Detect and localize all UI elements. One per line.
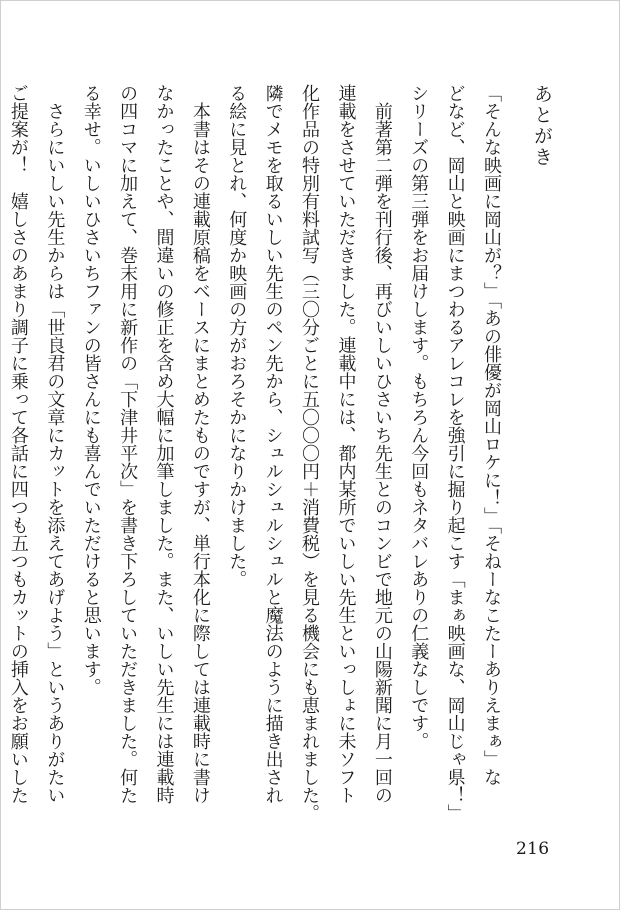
text-line: る幸せ。いしいひさいちファンの皆さんにも喜んでいただけると思います。 xyxy=(80,84,102,696)
text-line: なかったことや、間違いの修正を含め大幅に加筆しました。また、いしい先生には連載時 xyxy=(153,84,175,804)
text-line: の四コマに加えて、巻末用に新作の「下津井平次」を書き下ろしていただきました。何た xyxy=(117,84,139,804)
text-line: 連載をさせていただきました。連載中には、都内某所でいしい先生といっしょに未ソフト xyxy=(335,84,357,804)
text-line: 前著第二弾を刊行後、再びいしいひさいち先生とのコンビで地元の山陽新聞に月一回の xyxy=(371,84,393,804)
text-line: どなど、岡山と映画にまつわるアレコレを強引に掘り起こす「まぁ映画な、岡山じゃ県！」 xyxy=(444,84,466,822)
page-number: 216 xyxy=(516,839,550,859)
text-line: シリーズの第三弾をお届けします。もちろん今回もネタバレありの仁義なしです。 xyxy=(408,84,430,750)
text-line: 「そんな映画に岡山が？」「あの俳優が岡山ロケに！」「そねーなこたーありえまぁ」な xyxy=(481,84,502,786)
afterword-heading: あとがき xyxy=(531,84,553,168)
body-text xyxy=(7,84,554,822)
text-line: さらにいしい先生からは「世良君の文章にカットを添えてあげよう」というありがたい xyxy=(44,84,66,804)
text-line: る絵に見とれ、何度か映画の方がおろそかになりかけました。 xyxy=(226,84,248,588)
text-line: ご提案が！ 嬉しさのあまり調子に乗って各話に四つも五つもカットの挿入をお願いした xyxy=(7,84,29,804)
text-line: 化作品の特別有料試写（三〇分ごとに五〇〇〇円＋消費税）を見る機会にも恵まれました。 xyxy=(299,84,321,822)
text-line: 本書はその連載原稿をベースにまとめたものですが、単行本化に際しては連載時に書け xyxy=(189,84,211,804)
text-line: 隣でメモを取るいしい先生のペン先から、シュルシュルシュルと魔法のように描き出され xyxy=(262,84,284,804)
